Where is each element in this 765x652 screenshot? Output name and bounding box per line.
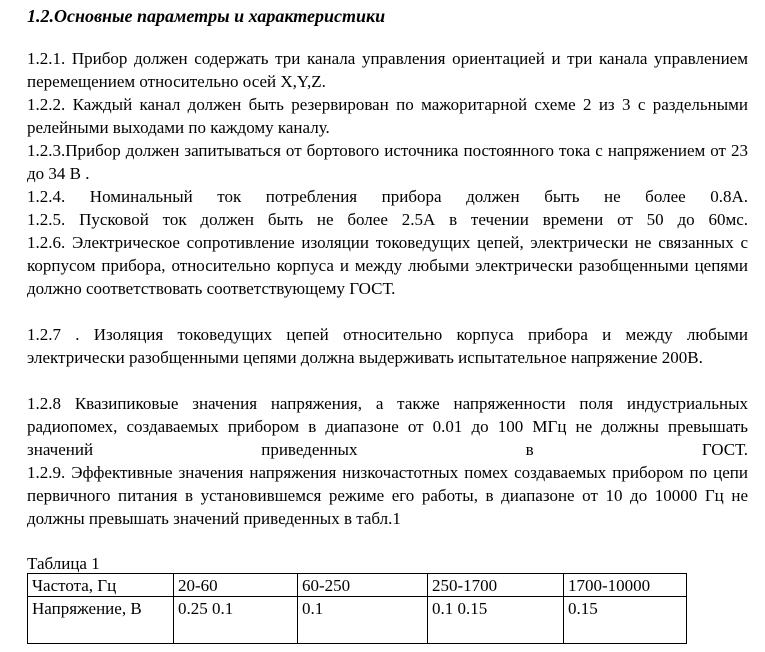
table-cell: Напряжение, В <box>28 597 174 644</box>
paragraph-1-2-3: 1.2.3.Прибор должен запитываться от бортового источника постоянного тока с напряжением от 23 до 34 В . <box>27 141 748 183</box>
table-cell: 60-250 <box>298 574 428 597</box>
paragraph-1-2-5: 1.2.5. Пусковой ток должен быть не более 2.5А в течении времени от 50 до 60мс. <box>27 210 748 229</box>
paragraph-1-2-4: 1.2.4. Номинальный ток потребления прибора должен быть не более 0.8А. <box>27 187 748 206</box>
paragraph-1-2-2: 1.2.2. Каждый канал должен быть резервирован по мажоритарной схеме 2 из 3 с раздельными релейными выходами по каждому каналу. <box>27 95 748 137</box>
table-cell: 0.1 0.15 <box>428 597 564 644</box>
table-caption: Таблица 1 <box>27 554 100 573</box>
paragraph-1-2-9: 1.2.9. Эффективные значения напряжения низкочастотных помех создаваемых прибором по цепи первичного питания в установившемся режиме его работы, в диапазоне от 10 до 10000 Гц не должны превышать значений приведенных в табл.1 <box>27 463 748 528</box>
table-cell: 0.25 0.1 <box>174 597 298 644</box>
paragraph-1-2-8: 1.2.8 Квазипиковые значения напряжения, а также напряженности поля индустриальных радиопомех, создаваемых прибором в диапазоне от 0.01 до 100 МГц не должны превышать значений приведенных в ГОСТ. <box>27 394 748 459</box>
paragraph-1-2-7: 1.2.7 . Изоляция токоведущих цепей относительно корпуса прибора и между любыми электрически разобщенными цепями должна выдерживать испытательное напряжение 200В. <box>27 325 748 367</box>
paragraph-1-2-1: 1.2.1. Прибор должен содержать три канала управления ориентацией и три канала управлением перемещением относительно осей X,Y,Z. <box>27 49 748 91</box>
table-cell: 0.15 <box>564 597 687 644</box>
table-cell: 1700-10000 <box>564 574 687 597</box>
table-row <box>28 597 687 644</box>
table-cell: 0.1 <box>298 597 428 644</box>
table-cell: 20-60 <box>174 574 298 597</box>
section-heading: 1.2.Основные параметры и характеристики <box>27 6 386 26</box>
table-row <box>28 574 687 597</box>
table-cell: 250-1700 <box>428 574 564 597</box>
table-cell: Частота, Гц <box>28 574 174 597</box>
parameters-table <box>27 573 687 644</box>
paragraph-1-2-6: 1.2.6. Электрическое сопротивление изоляции токоведущих цепей, электрически не связанных с корпусом прибора, относительно корпуса и между любыми электрически разобщенными цепями должно соответствовать соответствующему ГОСТ. <box>27 233 748 298</box>
